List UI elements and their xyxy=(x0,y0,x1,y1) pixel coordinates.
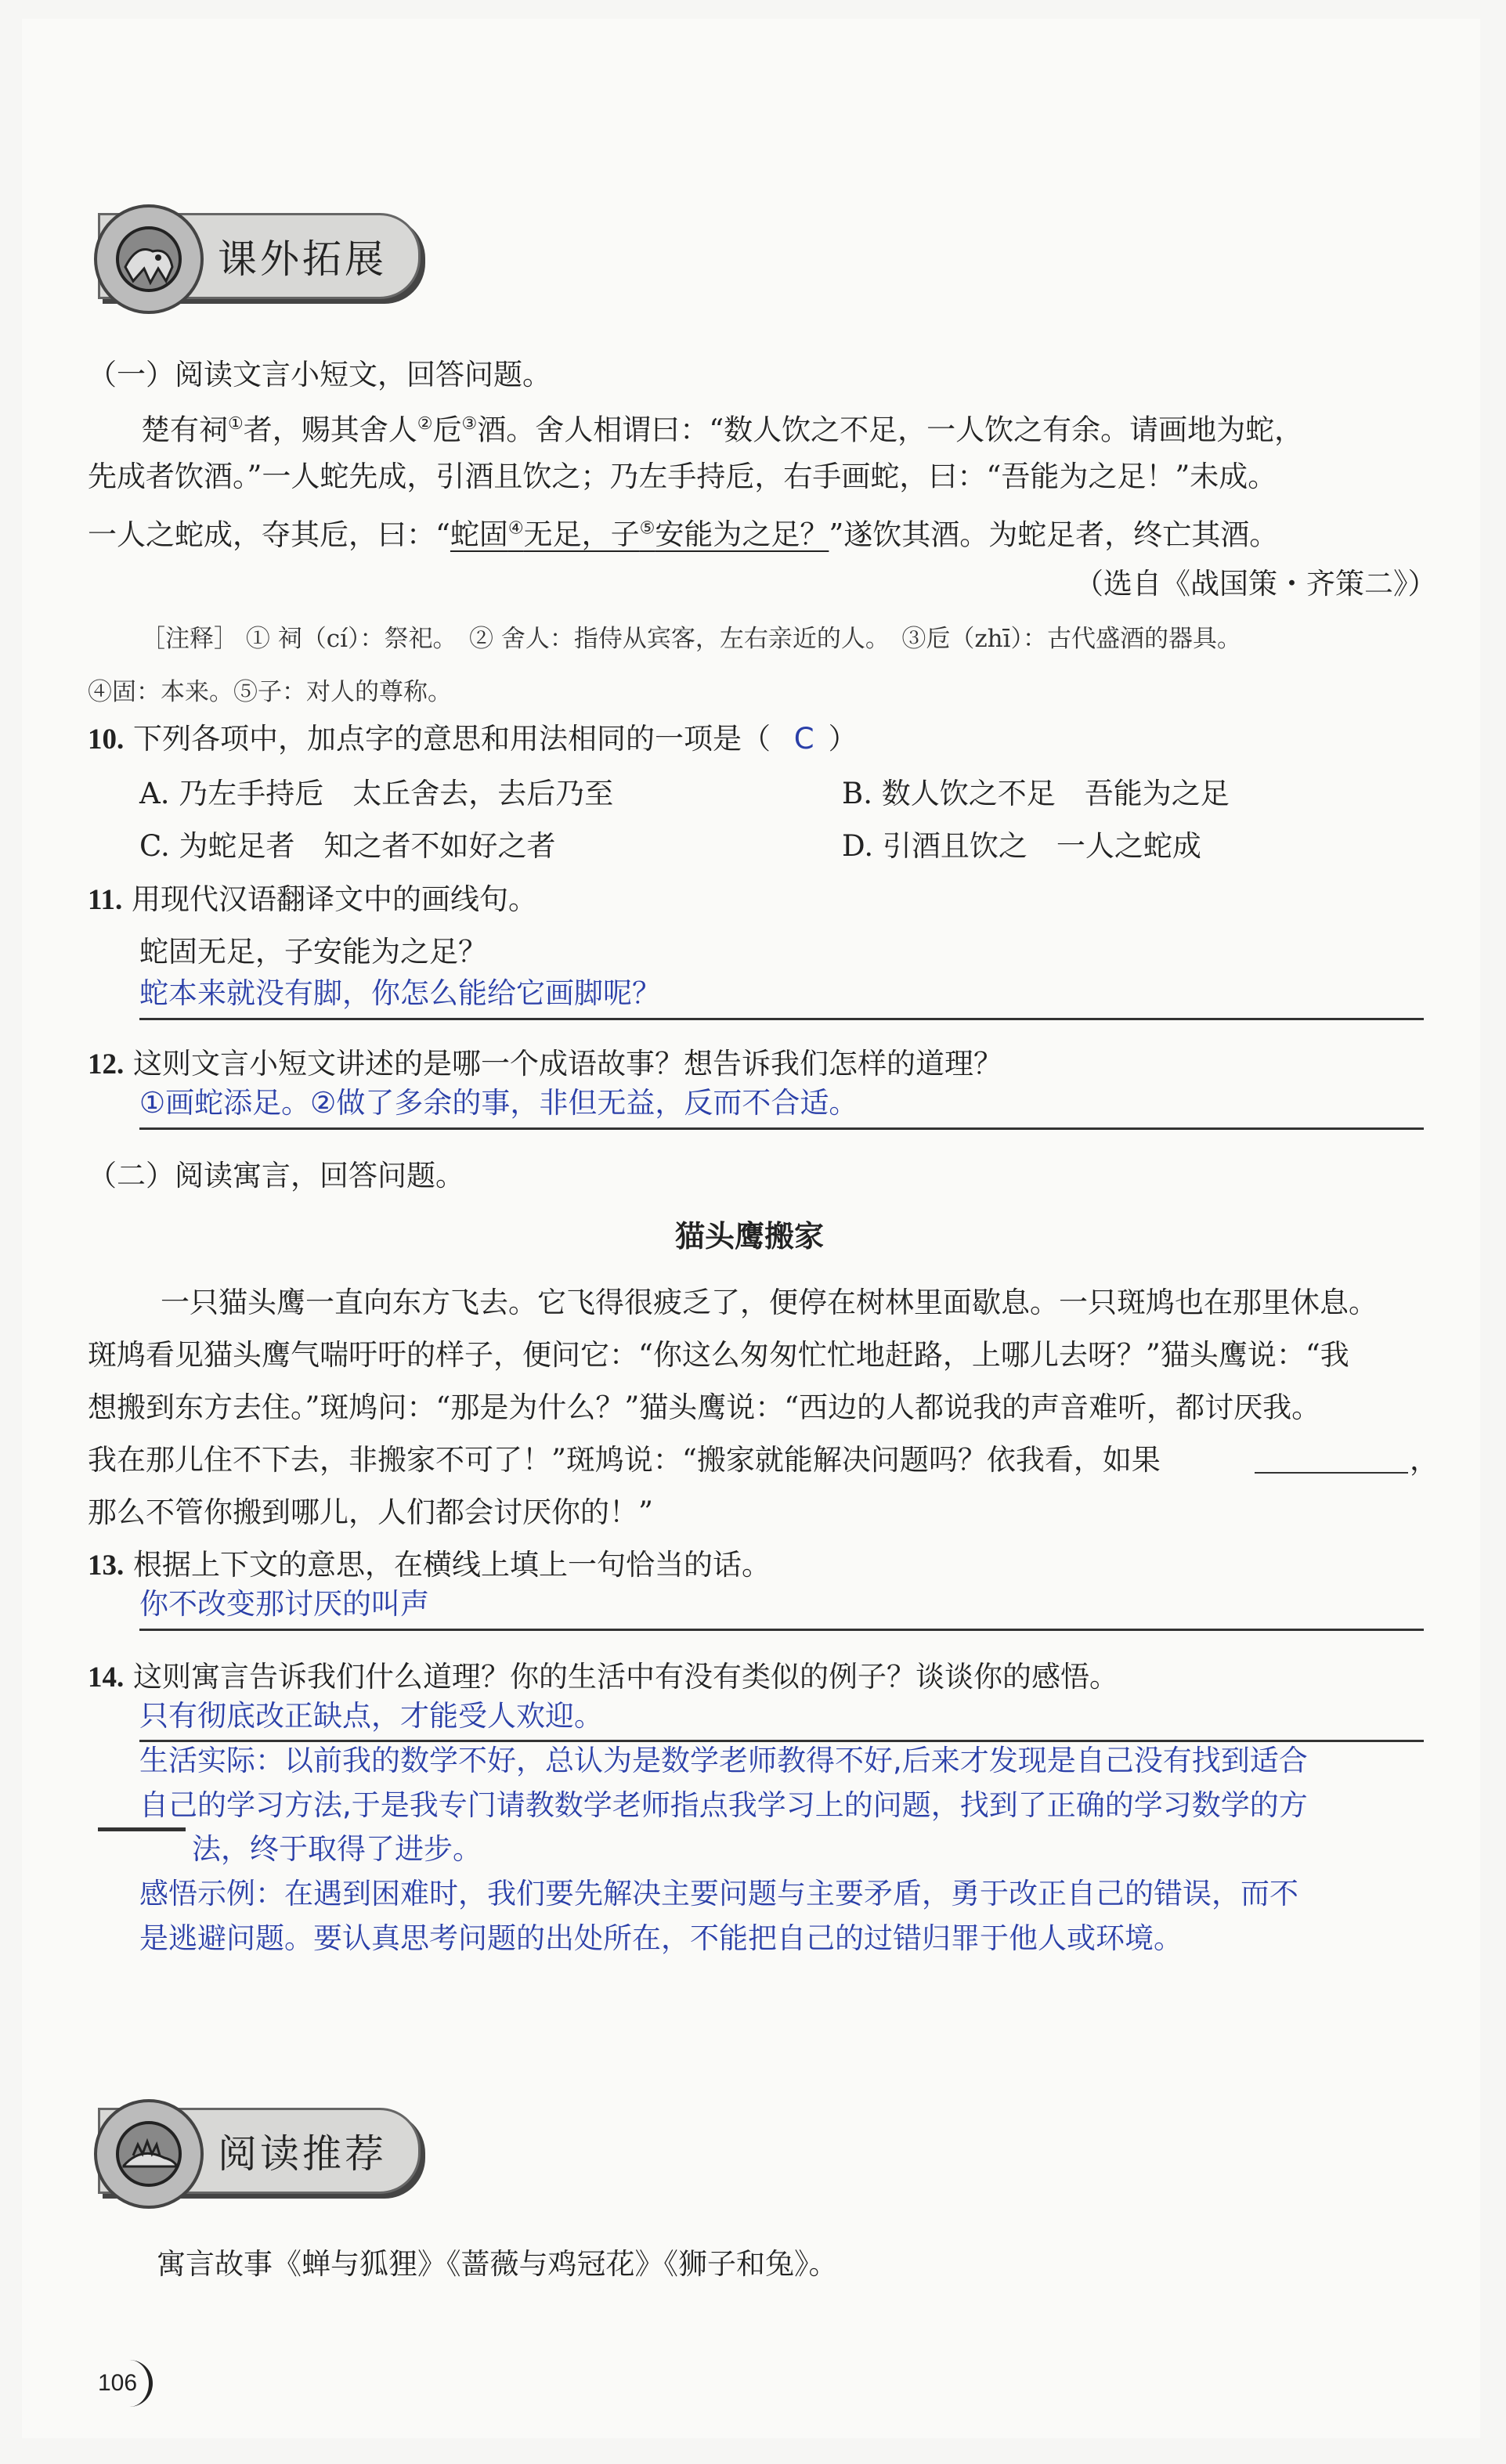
underlined-sentence: 蛇固④无足，子⑤安能为之足？ xyxy=(450,518,829,552)
passage2-line2: 斑鸠看见猫头鹰气喘吁吁的样子，便问它：“你这么匆匆忙忙地赶路，上哪儿去呀？”猫头鹰说：“我 xyxy=(88,1338,1349,1372)
question-14: 14. 这则寓言告诉我们什么道理？你的生活中有没有类似的例子？谈谈你的感悟。 xyxy=(88,1660,1119,1694)
option-c: C. 为蛇足者 知之者不如好之者 xyxy=(139,829,556,863)
question-14-answer-6: 是逃避问题。要认真思考问题的出处所在，不能把自己的过错归罪于他人或环境。 xyxy=(139,1921,1183,1955)
question-12-answer: ①画蛇添足。②做了多余的事，非但无益，反而不合适。 xyxy=(139,1086,858,1120)
page-number: 106 xyxy=(86,2360,153,2407)
answer-line xyxy=(139,1629,1424,1631)
section-banner-reading xyxy=(98,2108,421,2194)
option-b: B. 数人饮之不足 吾能为之足 xyxy=(842,777,1230,810)
question-11: 11. 用现代汉语翻译文中的画线句。 xyxy=(88,882,537,916)
part1-heading: （一）阅读文言小短文，回答问题。 xyxy=(88,358,551,391)
question-12: 12. 这则文言小短文讲述的是哪一个成语故事？想告诉我们怎样的道理？ xyxy=(88,1047,1003,1080)
section-banner-label: 课外拓展 xyxy=(218,236,387,282)
question-13-answer: 你不改变那讨厌的叫声 xyxy=(139,1587,429,1621)
question-14-answer-4: 法，终于取得了进步。 xyxy=(192,1832,482,1866)
notes-line2: ④固：本来。⑤子：对人的尊称。 xyxy=(88,678,452,706)
passage2-line5: 那么不管你搬到哪儿，人们都会讨厌你的！” xyxy=(88,1495,653,1529)
question-11-sentence: 蛇固无足，子安能为之足？ xyxy=(139,935,487,969)
question-11-answer: 蛇本来就没有脚，你怎么能给它画脚呢？ xyxy=(139,976,661,1010)
passage2-line4: 我在那儿住不下去，非搬家不可了！”斑鸠说：“搬家就能解决问题吗？依我看，如果 xyxy=(88,1443,1161,1477)
recommended-reading: 寓言故事《蝉与狐狸》《蔷薇与鸡冠花》《狮子和兔》。 xyxy=(157,2247,838,2281)
passage2-line4-end: ， xyxy=(1410,1443,1439,1477)
stegosaurus-icon xyxy=(94,2099,204,2209)
question-10-answer: C xyxy=(793,722,814,756)
passage1-line2: 先成者饮酒。”一人蛇先成，引酒且饮之；乃左手持卮，右手画蛇，曰：“吾能为之足！”未成。 xyxy=(88,460,1277,493)
answer-line xyxy=(139,1127,1424,1130)
lion-icon xyxy=(94,204,204,314)
option-d: D. 引酒且饮之 一人之蛇成 xyxy=(842,829,1201,863)
question-13: 13. 根据上下文的意思，在横线上填上一句恰当的话。 xyxy=(88,1548,771,1582)
section-banner-extension xyxy=(98,213,421,299)
option-a: A. 乃左手持卮 太丘舍去，去后乃至 xyxy=(139,777,614,810)
fill-blank-line xyxy=(1255,1472,1408,1474)
passage2-line3: 想搬到东方去住。”斑鸠问：“那是为什么？”猫头鹰说：“西边的人都说我的声音难听，都讨厌我。 xyxy=(88,1391,1321,1424)
passage2-line1: 一只猫头鹰一直向东方飞去。它飞得很疲乏了，便停在树林里面歇息。一只斑鸠也在那里休息。 xyxy=(161,1286,1378,1319)
passage1-source: （选自《战国策・齐策二》） xyxy=(1074,567,1437,601)
question-14-answer-1: 只有彻底改正缺点，才能受人欢迎。 xyxy=(139,1699,603,1733)
section-banner-label: 阅读推荐 xyxy=(218,2131,387,2177)
question-14-answer-3: 自己的学习方法,于是我专门请教数学老师指点我学习上的问题，找到了正确的学习数学的方 xyxy=(139,1788,1308,1822)
fable-title: 猫头鹰搬家 xyxy=(675,1219,825,1254)
question-14-answer-5: 感悟示例：在遇到困难时，我们要先解决主要问题与主要矛盾，勇于改正自己的错误，而不 xyxy=(139,1877,1298,1910)
answer-line-stub xyxy=(98,1827,186,1831)
passage1-line3: 一人之蛇成，夺其卮，曰：“蛇固④无足，子⑤安能为之足？”遂饮其酒。为蛇足者，终亡其酒。 xyxy=(88,518,1279,552)
passage1-line1: 楚有祠①者，赐其舍人②卮③酒。舍人相谓曰：“数人饮之不足，一人饮之有余。请画地为蛇， xyxy=(141,413,1304,447)
question-10: 10. 下列各项中，加点字的意思和用法相同的一项是（ C ） xyxy=(88,722,858,756)
answer-line xyxy=(139,1018,1424,1020)
part2-heading: （二）阅读寓言，回答问题。 xyxy=(88,1159,464,1192)
question-14-answer-2: 生活实际：以前我的数学不好，总认为是数学老师教得不好,后来才发现是自己没有找到适合 xyxy=(139,1744,1308,1777)
notes-line1: ［注释］ ① 祠（cí）：祭祀。 ② 舍人：指侍从宾客，左右亲近的人。 ③卮（zhī）：古代盛酒的器具。 xyxy=(141,625,1242,653)
